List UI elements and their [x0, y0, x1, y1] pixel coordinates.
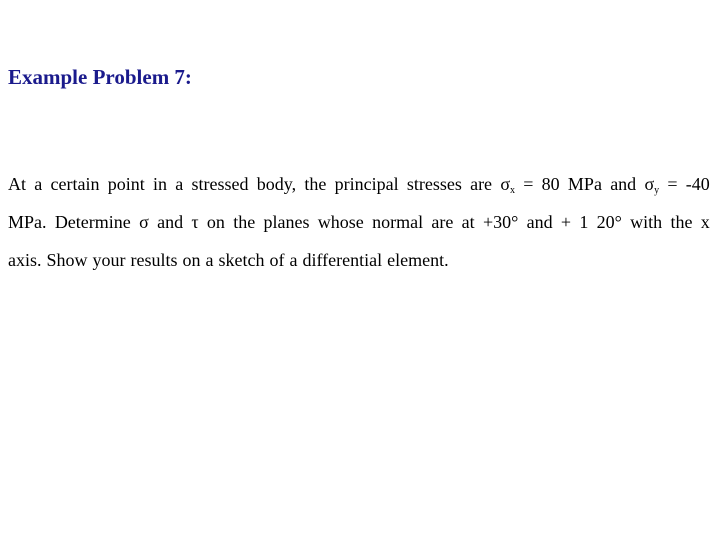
problem-word: body, [256, 174, 297, 194]
problem-word: element. [387, 250, 449, 270]
problem-word: = [523, 174, 534, 194]
problem-word: at [461, 212, 475, 232]
problem-line-1 [8, 175, 710, 203]
problem-word: whose [317, 212, 364, 232]
problem-word: stressed [191, 174, 249, 194]
problem-word: and [157, 212, 184, 232]
problem-word: in [152, 174, 167, 194]
problem-word: 80 [541, 174, 560, 194]
problem-word: on [206, 212, 225, 232]
problem-word: and [526, 212, 553, 232]
problem-word: with [630, 212, 663, 232]
problem-word: the [304, 174, 327, 194]
problem-word: = [667, 174, 678, 194]
problem-word: -40 [685, 174, 710, 194]
problem-word: sketch [218, 250, 265, 270]
problem-word: of [269, 250, 285, 270]
problem-word: x [700, 212, 710, 232]
problem-word: $\sigma_x$ [500, 174, 516, 196]
problem-word: differential [302, 250, 383, 270]
page-title: Example Problem 7: [8, 65, 192, 89]
problem-word: σ [139, 212, 149, 232]
problem-word: are [431, 212, 454, 232]
problem-line-3 [8, 251, 710, 279]
problem-word: the [233, 212, 256, 232]
problem-word: the [670, 212, 693, 232]
problem-statement [8, 175, 710, 289]
problem-word: Show [46, 250, 88, 270]
problem-word: a [34, 174, 43, 194]
problem-word: are [470, 174, 493, 194]
problem-word: point [107, 174, 145, 194]
problem-word: principal [334, 174, 399, 194]
problem-word: +30° [482, 212, 519, 232]
problem-word: MPa. [8, 212, 47, 232]
problem-word: + [560, 212, 572, 232]
problem-word: axis. [8, 250, 42, 270]
problem-word: At [8, 174, 26, 194]
problem-word: $\sigma_y$ [644, 174, 660, 196]
problem-word: certain [50, 174, 100, 194]
problem-word: results [130, 250, 178, 270]
problem-word: τ [191, 212, 199, 232]
problem-word: Determine [54, 212, 131, 232]
problem-word: 1 [579, 212, 589, 232]
problem-word: stresses [406, 174, 462, 194]
problem-word: on [182, 250, 201, 270]
problem-word: a [205, 250, 214, 270]
problem-word: normal [372, 212, 424, 232]
problem-word: planes [263, 212, 310, 232]
problem-word: 20° [596, 212, 622, 232]
problem-line-2 [8, 213, 710, 241]
problem-word: and [610, 174, 637, 194]
problem-word: your [92, 250, 126, 270]
problem-word: a [289, 250, 298, 270]
problem-word: a [175, 174, 184, 194]
problem-word: MPa [567, 174, 602, 194]
